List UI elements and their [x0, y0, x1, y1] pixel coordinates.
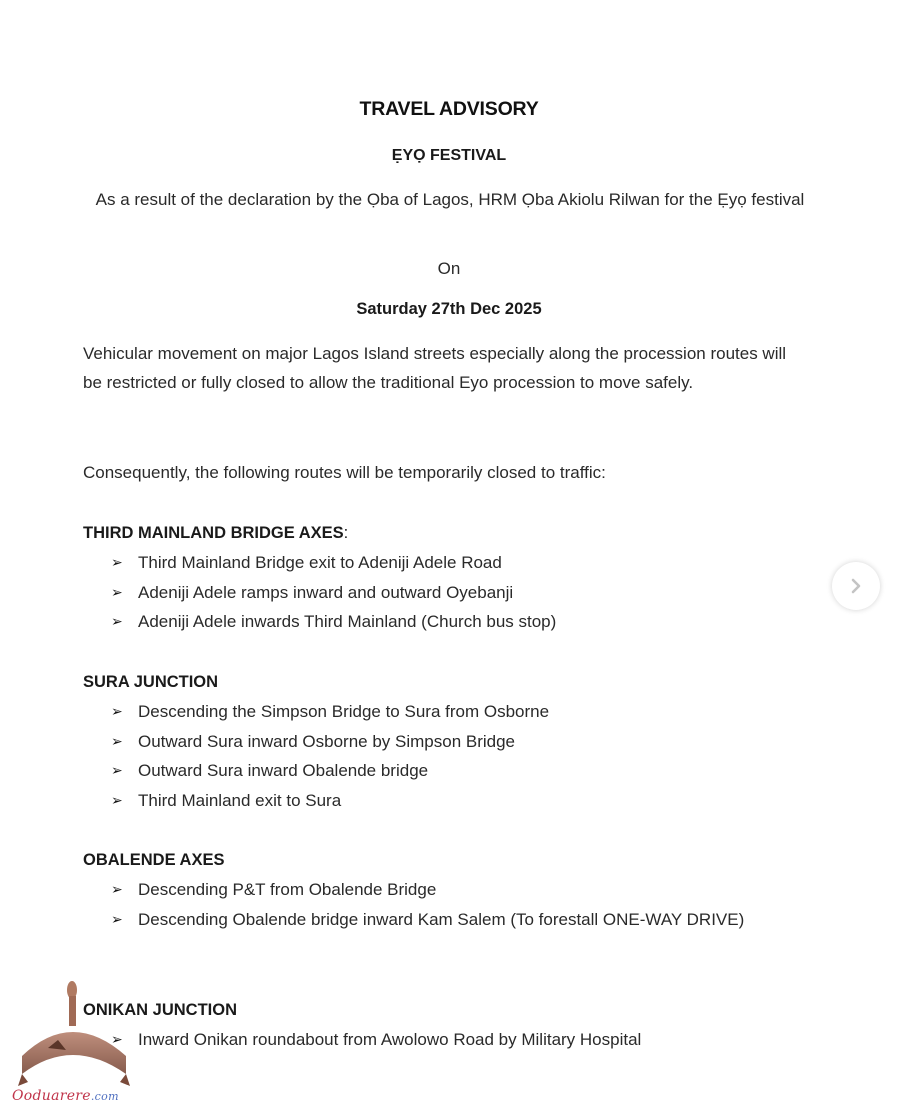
intro-text: As a result of the declaration by the Ọba of Lagos, HRM Ọba Akiolu Rilwan for the Ẹyọ festival: [95, 190, 805, 209]
list-item: ➢ Outward Sura inward Osborne by Simpson Bridge: [83, 727, 823, 757]
list-item: ➢ Descending the Simpson Bridge to Sura from Osborne: [83, 697, 823, 727]
on-label: On: [437, 259, 461, 278]
carousel-next-button[interactable]: [832, 562, 880, 610]
list-item: ➢ Descending Obalende bridge inward Kam Salem (To forestall ONE-WAY DRIVE): [83, 905, 778, 935]
document-title: TRAVEL ADVISORY: [359, 98, 539, 120]
arrow-bullet-icon: ➢: [111, 583, 123, 600]
section-onikan-junction: [83, 995, 823, 1055]
arrow-bullet-icon: ➢: [111, 791, 123, 808]
paragraph-closures: Consequently, the following routes will be temporarily closed to traffic:: [83, 463, 606, 482]
section-obalende-axes: [83, 845, 823, 934]
section-sura-junction: [83, 667, 823, 815]
watermark-brand: Ooduarere.com: [12, 1088, 119, 1104]
heading-colon: :: [343, 524, 349, 542]
list-item: ➢ Third Mainland Bridge exit to Adeniji Adele Road: [83, 548, 823, 578]
list-item: ➢ Descending P&T from Obalende Bridge: [83, 875, 823, 905]
list-item: ➢ Third Mainland exit to Sura: [83, 786, 823, 816]
arrow-bullet-icon: ➢: [111, 703, 123, 719]
arrow-bullet-icon: ➢: [111, 554, 123, 570]
section-third-mainland: [83, 518, 823, 637]
list-item: ➢ Inward Onikan roundabout from Awolowo Road by Military Hospital: [83, 1025, 823, 1055]
section-heading: OBALENDE AXES: [83, 851, 225, 869]
arrow-bullet-icon: ➢: [111, 881, 123, 897]
arrow-bullet-icon: ➢: [111, 732, 123, 749]
arrow-bullet-icon: ➢: [111, 613, 123, 629]
section-heading: THIRD MAINLAND BRIDGE AXES:: [83, 524, 349, 542]
list-item: ➢ Outward Sura inward Obalende bridge: [83, 756, 823, 786]
arrow-bullet-icon: ➢: [111, 1031, 123, 1047]
arrow-bullet-icon: ➢: [111, 910, 123, 927]
arrow-bullet-icon: ➢: [111, 762, 123, 778]
watermark-domain: .com: [90, 1090, 119, 1103]
section-heading: ONIKAN JUNCTION: [83, 1001, 238, 1019]
chevron-right-icon: [846, 576, 866, 596]
section-heading: SURA JUNCTION: [83, 673, 219, 691]
paragraph-restriction: Vehicular movement on major Lagos Island streets especially along the procession routes will be restricted or fully closed to allow the traditional Eyo procession to move safely.: [83, 344, 787, 392]
event-date: Saturday 27th Dec 2025: [356, 300, 542, 318]
list-item: ➢ Adeniji Adele ramps inward and outward Oyebanji: [83, 578, 823, 608]
document-subtitle: ẸYỌ FESTIVAL: [391, 147, 507, 164]
list-item: ➢ Adeniji Adele inwards Third Mainland (Church bus stop): [83, 607, 823, 637]
